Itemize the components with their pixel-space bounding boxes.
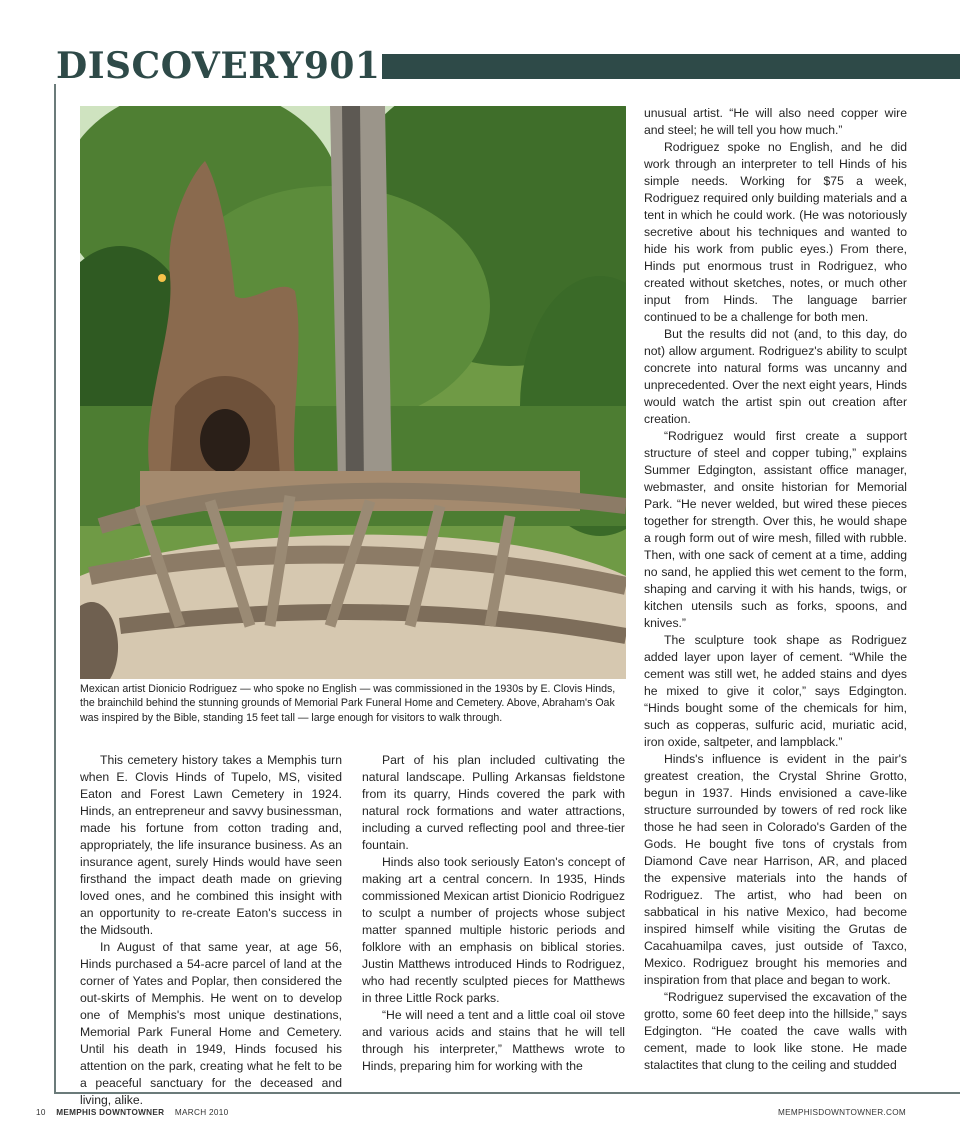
paragraph: “Rodriguez would first create a support structure of steel and copper tubing,” explains Summer Edgington, assistant office manager, webmaster, and onsite historian for Memorial Park. “He never welded, but wired these pieces together for strength. Over this, he would shape a rough form out of wire mesh, filled with rubble. Then, with one sack of cement at a time, adding no sand, he applied this wet cement to the form, shaping and carving it with his hands, twigs, or kitchen utensils such as forks, spoons, and knives.”	[644, 429, 907, 630]
footer-left	[36, 1108, 228, 1117]
frame-rule-left	[54, 84, 56, 1092]
footer-website[interactable]: MEMPHISDOWNTOWNER.COM	[777, 1108, 906, 1117]
paragraph: Hinds's influence is evident in the pair's greatest creation, the Crystal Shrine Grotto, begun in 1937. Hinds envisioned a cave-like structure surrounded by towers of red rock like those he had seen in Colorado's Garden of the Gods. He bought five tons of crystals from Diamond Cave near Harrison, AR, and placed the expensive materials into the hands of Rodriguez. The artist, who had been on sabbatical in his native Mexico, had become inspired himself while visiting the Grutas de Cacahuamilpa caves, just outside of Taxco, Mexico. Rodriguez brought his memories and inspiration from that place and began to work.	[644, 752, 907, 987]
article-column-2	[362, 752, 625, 1075]
paragraph: Part of his plan included cultivating the natural landscape. Pulling Arkansas fieldstone from its quarry, Hinds covered the park with natural rock formations and water attractions, including a curved reflecting pool and three-tier fountain.	[362, 753, 625, 852]
article-column-1	[80, 752, 342, 1109]
masthead	[54, 45, 960, 87]
paragraph: Rodriguez spoke no English, and he did work through an interpreter to tell Hinds of his simple needs. Working for $75 a week, Rodriguez required only building materials and a tent in which he could work. (He was notoriously secretive about his techniques and wanted to hide his work from public eyes.) From there, Hinds put enormous trust in Rodriguez, who created without sketches, notes, or much other input from Hinds. The language barrier continued to be a challenge for both men.	[644, 140, 907, 324]
paragraph: “Rodriguez supervised the excavation of the grotto, some 60 feet deep into the hillside,” says Edgington. “He coated the cave walls with cement, made to look like stone. He made stalactites that clung to the ceiling and studded	[644, 990, 907, 1072]
masthead-bar	[382, 54, 960, 79]
paragraph: “He will need a tent and a little coal oil stove and various acids and stains that he will tell through his interpreter,” Matthews wrote to Hinds, preparing him for working with the	[362, 1008, 625, 1073]
article-column-3	[644, 105, 907, 1074]
page-number: 10	[36, 1108, 46, 1117]
feature-photo	[80, 106, 626, 679]
paragraph: In August of that same year, at age 56, Hinds purchased a 54-acre parcel of land at the corner of Yates and Poplar, then considered the out-skirts of Memphis. He went on to develop one of Memphis's most unique destinations, Memorial Park Funeral Home and Cemetery. Until his death in 1949, Hinds focused his attention on the park, creating what he felt to be a peaceful sanctuary for the deceased and living, alike.	[80, 940, 342, 1107]
issue-date: MARCH 2010	[174, 1108, 229, 1117]
paragraph-continued: unusual artist. “He will also need copper wire and steel; he will tell you how much.”	[644, 106, 907, 137]
publication-name: MEMPHIS DOWNTOWNER	[56, 1108, 165, 1117]
paragraph: Hinds also took seriously Eaton's concept of making art a central concern. In 1935, Hinds commissioned Mexican artist Dionicio Rodriguez to sculpt a number of projects whose subject matter spanned multiple historic periods and folklore with an emphasis on biblical stories. Justin Matthews introduced Hinds to Rodriguez, who had recently sculpted pieces for Matthews in three Little Rock parks.	[362, 855, 625, 1005]
section-title: DISCOVERY901	[56, 45, 381, 87]
paragraph: But the results did not (and, to this day, do not) allow argument. Rodriguez's ability to sculpt concrete into natural forms was uncanny and unprecedented. Over the next eight years, Hinds would watch the artist spin out creation after creation.	[644, 327, 907, 426]
photo-caption: Mexican artist Dionicio Rodriguez — who spoke no English — was commissioned in the 1930s by E. Clovis Hinds, the brainchild behind the stunning grounds of Memorial Park Funeral Home and Cemetery. Above, Abraham's Oak was inspired by the Bible, standing 15 feet tall — large enough for visitors to walk through.	[80, 683, 616, 724]
paragraph: The sculpture took shape as Rodriguez added layer upon layer of cement. “While the cement was still wet, he added stains and dyes he mixed to give it color,” says Edgington. “Hinds bought some of the chemicals for him, such as copperas, sulfuric acid, muriatic acid, iron oxide, saltpeter, and lampblack.”	[644, 633, 907, 749]
paragraph: This cemetery history takes a Memphis turn when E. Clovis Hinds of Tupelo, MS, visited Eaton and Forest Lawn Cemetery in 1924. Hinds, an entrepreneur and savvy businessman, made his fortune from cotton trading and, appropriately, the life insurance business. As an insurance agent, surely Hinds would have seen firsthand the impact death made on grieving loved ones, and he combined this insight with an opportunity to re-create Eaton's success in the Midsouth.	[80, 753, 342, 937]
photo-illustration	[80, 106, 626, 679]
